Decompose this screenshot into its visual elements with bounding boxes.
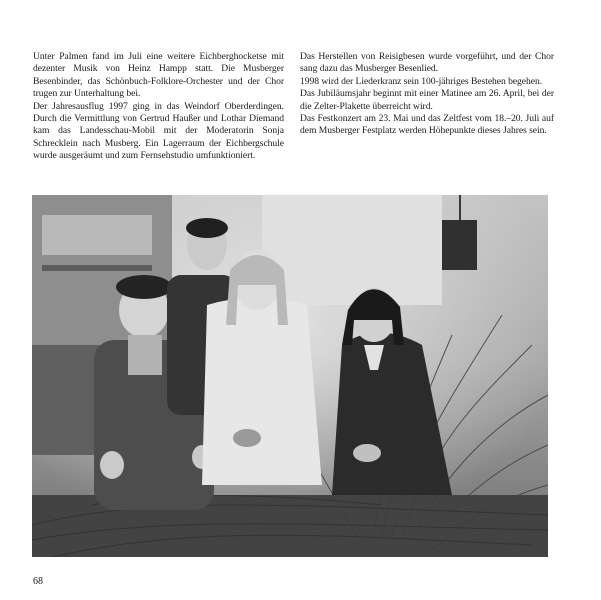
broom-making-photo — [32, 195, 548, 557]
page-number: 68 — [33, 576, 43, 587]
paragraph-eichberghocketse: Unter Palmen fand im Juli eine weitere Eichberghocketse mit dezenter Musik von Heinz Hampp statt. Die Musberger Besenbinder, das Schönbuch-Folklore-Orchester und der Chor trugen zur Unterhaltung bei. — [33, 51, 284, 100]
paragraph-reisigbesen: Das Herstellen von Reisigbesen wurde vorgeführt, und der Chor sang dazu das Musberger Besenlied. — [300, 51, 554, 75]
paragraph-jahresausflug: Der Jahresausflug 1997 ging in das Weindorf Oberderdingen. Durch die Vermittlung von Gertrud Haußer und Lothar Diemand kam das Landesschau-Mobil mit der Moderatorin Sonja Schrecklein nach Musberg. Ein Lagerraum der Eichbergschule wurde ausgeräumt und zum Fernsehstudio umfunktioniert. — [33, 100, 284, 162]
paragraph-jubilaeum: 1998 wird der Liederkranz sein 100-jähriges Bestehen begehen. — [300, 75, 543, 87]
paragraph-festkonzert: Das Festkonzert am 23. Mai und das Zeltfest vom 18.–20. Juli auf dem Musberger Festplatz werden Höhepunkte dieses Jahres sein. — [300, 113, 554, 137]
paragraph-matinee: Das Jubiläumsjahr beginnt mit einer Matinee am 26. April, bei der die Zelter-Plakette überreicht wird. — [300, 88, 554, 112]
right-text-column — [300, 51, 554, 138]
left-text-column — [33, 51, 284, 163]
